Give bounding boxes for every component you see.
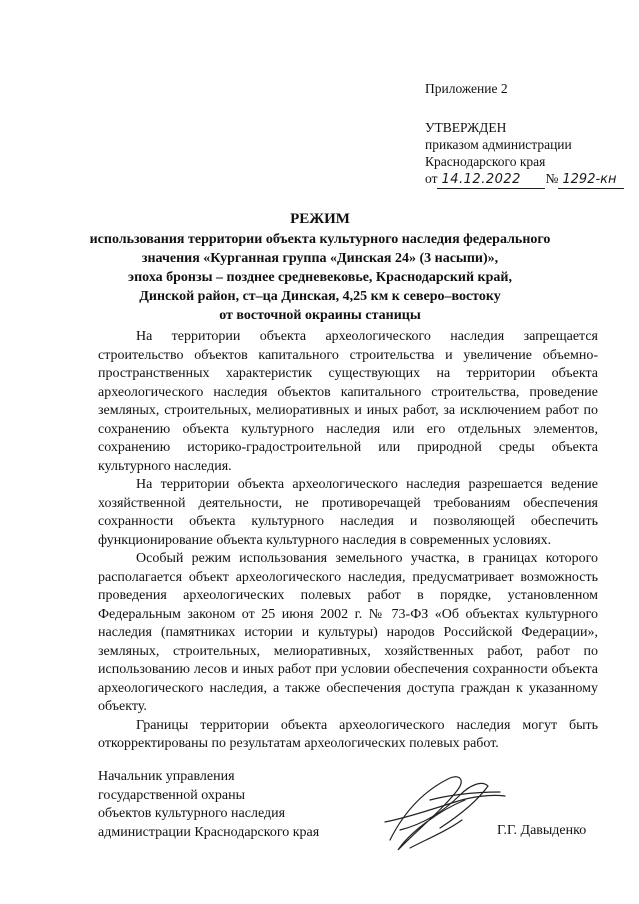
approval-line-1: приказом администрации: [425, 137, 572, 152]
signer-position: [98, 768, 319, 842]
title-line: эпоха бронзы – позднее средневековье, Краснодарский край,: [128, 270, 512, 285]
title-line: использования территории объекта культурного наследия федерального: [89, 232, 551, 247]
position-line: Начальник управления: [98, 769, 235, 784]
document-body: [98, 328, 598, 754]
from-label: от: [425, 171, 438, 186]
paragraph: На территории объекта археологического наследия разрешается ведение хозяйственной деятельности, не противоречащей требованиям обеспечения сохранности объекта культурного наследия и позволяющей обеспечить функционирование объекта культурного наследия в современных условиях.: [98, 477, 598, 548]
order-number: 1292-кн: [558, 171, 624, 189]
title-line: Динской район, ст–ца Динская, 4,25 км к северо–востоку: [139, 289, 501, 304]
approval-block: [425, 80, 625, 189]
approval-line-2: Краснодарского края: [425, 154, 546, 169]
position-line: объектов культурного наследия: [98, 806, 286, 821]
signer-name: Г.Г. Давыденко: [497, 823, 587, 838]
paragraph: Особый режим использования земельного участка, в границах которого располагается объект археологического наследия, предусматривает возможность проведения археологических полевых работ в порядке, установленном Федеральным законом от 25 июня 2002 г. № 73-ФЗ «Об объектах культурного наследия (памятниках истории и культуры) народов Российской Федерации», земляных, строительных, мелиоративных, хозяйственных работ, работ по использованию лесов и иных работ при условии обеспечения сохранности объекта археологического наследия, а также обеспечения доступа граждан к указанному объекту.: [98, 551, 598, 714]
number-label: №: [545, 171, 559, 186]
handwritten-signature: [370, 770, 510, 858]
paragraph: Границы территории объекта археологического наследия могут быть откорректированы по результатам археологических полевых работ.: [98, 717, 598, 751]
order-date: 14.12.2022: [437, 171, 545, 189]
document-title: [60, 210, 580, 325]
title-line: значения «Курганная группа «Динская 24» (3 насыпи)»,: [141, 251, 499, 266]
title-line: от восточной окраины станицы: [219, 308, 421, 323]
paragraph: На территории объекта археологического наследия запрещается строительство объектов капитального строительства и увеличение объемно-пространственных характеристик существующих на территории объекта археологического наследия объектов капитального строительства, проведение земляных, строительных, мелиоративных и иных работ, за исключением работ по сохранению объекта культурного наследия или его отдельных элементов, сохранению историко-градостроительной или природной среды объекта культурного наследия.: [98, 329, 598, 474]
appendix-label: Приложение 2: [425, 81, 508, 96]
approved-label: УТВЕРЖДЕН: [425, 120, 507, 135]
order-line: [425, 170, 625, 189]
position-line: государственной охраны: [98, 787, 246, 803]
title-main: РЕЖИМ: [290, 211, 350, 227]
position-line: администрации Краснодарского края: [98, 824, 320, 840]
